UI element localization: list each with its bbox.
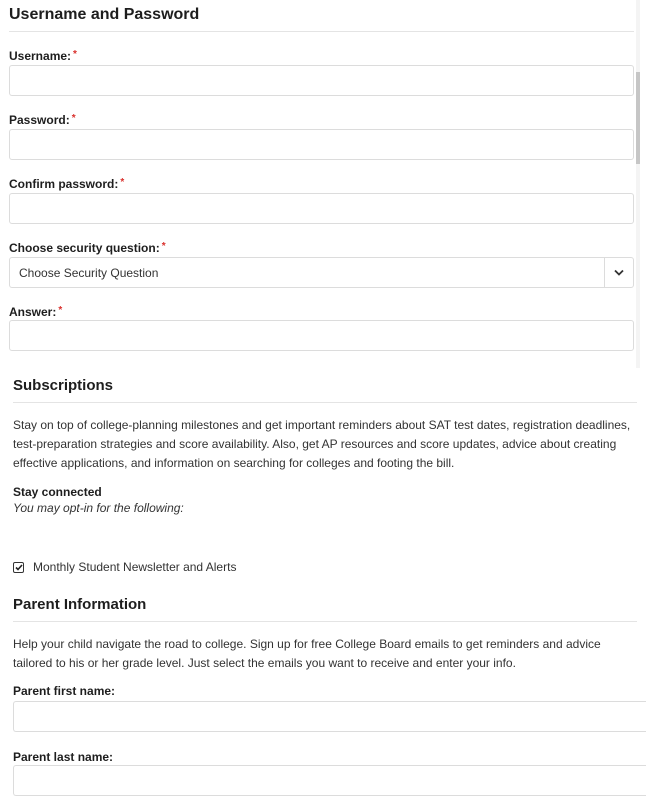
select-toggle[interactable] bbox=[604, 258, 633, 287]
section-title-subscriptions: Subscriptions bbox=[13, 377, 114, 394]
password-label bbox=[9, 113, 76, 127]
form-scrollbar-thumb[interactable] bbox=[636, 72, 640, 164]
newsletter-option[interactable] bbox=[13, 558, 236, 577]
parent-last-name-field[interactable] bbox=[13, 765, 646, 796]
parent-first-name-field[interactable] bbox=[13, 701, 646, 732]
divider bbox=[13, 402, 637, 403]
divider bbox=[9, 31, 634, 32]
check-icon bbox=[15, 564, 23, 571]
parent-last-name-label: Parent last name: bbox=[13, 750, 114, 764]
required-mark: * bbox=[120, 177, 125, 188]
security-question-select[interactable] bbox=[9, 257, 634, 288]
chevron-down-icon bbox=[614, 269, 624, 276]
username-label-text: Username: bbox=[9, 49, 72, 63]
section-title-account: Username and Password bbox=[9, 6, 200, 23]
section-title-parent: Parent Information bbox=[13, 596, 147, 613]
required-mark: * bbox=[161, 241, 166, 252]
required-mark: * bbox=[58, 305, 63, 316]
newsletter-checkbox[interactable] bbox=[13, 562, 24, 573]
security-question-label bbox=[9, 241, 166, 255]
parent-first-name-label: Parent first name: bbox=[13, 684, 116, 698]
confirm-password-field[interactable] bbox=[9, 193, 634, 224]
stay-connected-title: Stay connected bbox=[13, 485, 102, 499]
subscriptions-description: Stay on top of college-planning milestones and get important reminders about SAT test dates, registration deadlines, test-preparation strategies and score availability. Also, get AP resources and score updates, advice about creating effective applications, and information on searching for colleges and footing the bill. bbox=[13, 418, 631, 470]
answer-label bbox=[9, 305, 62, 319]
required-mark: * bbox=[71, 113, 76, 124]
answer-label-text: Answer: bbox=[9, 305, 57, 319]
confirm-password-label-text: Confirm password: bbox=[9, 177, 119, 191]
required-mark: * bbox=[73, 49, 77, 60]
security-question-selected-value: Choose Security Question bbox=[19, 266, 159, 280]
security-question-label-text: Choose security question: bbox=[9, 241, 160, 255]
stay-connected-note: You may opt-in for the following: bbox=[13, 501, 184, 515]
confirm-password-label bbox=[9, 177, 124, 191]
username-field[interactable] bbox=[9, 65, 634, 96]
form-scrollbar-track[interactable] bbox=[636, 0, 640, 368]
divider bbox=[13, 621, 637, 622]
password-field[interactable] bbox=[9, 129, 634, 160]
username-label bbox=[9, 49, 77, 63]
newsletter-label[interactable]: Monthly Student Newsletter and Alerts bbox=[33, 560, 237, 574]
parent-description: Help your child navigate the road to college. Sign up for free College Board emails to get reminders and advice tailored to his or her grade level. Just select the emails you want to receive and enter your info. bbox=[13, 637, 601, 670]
answer-field[interactable] bbox=[9, 320, 634, 351]
password-label-text: Password: bbox=[9, 113, 70, 127]
